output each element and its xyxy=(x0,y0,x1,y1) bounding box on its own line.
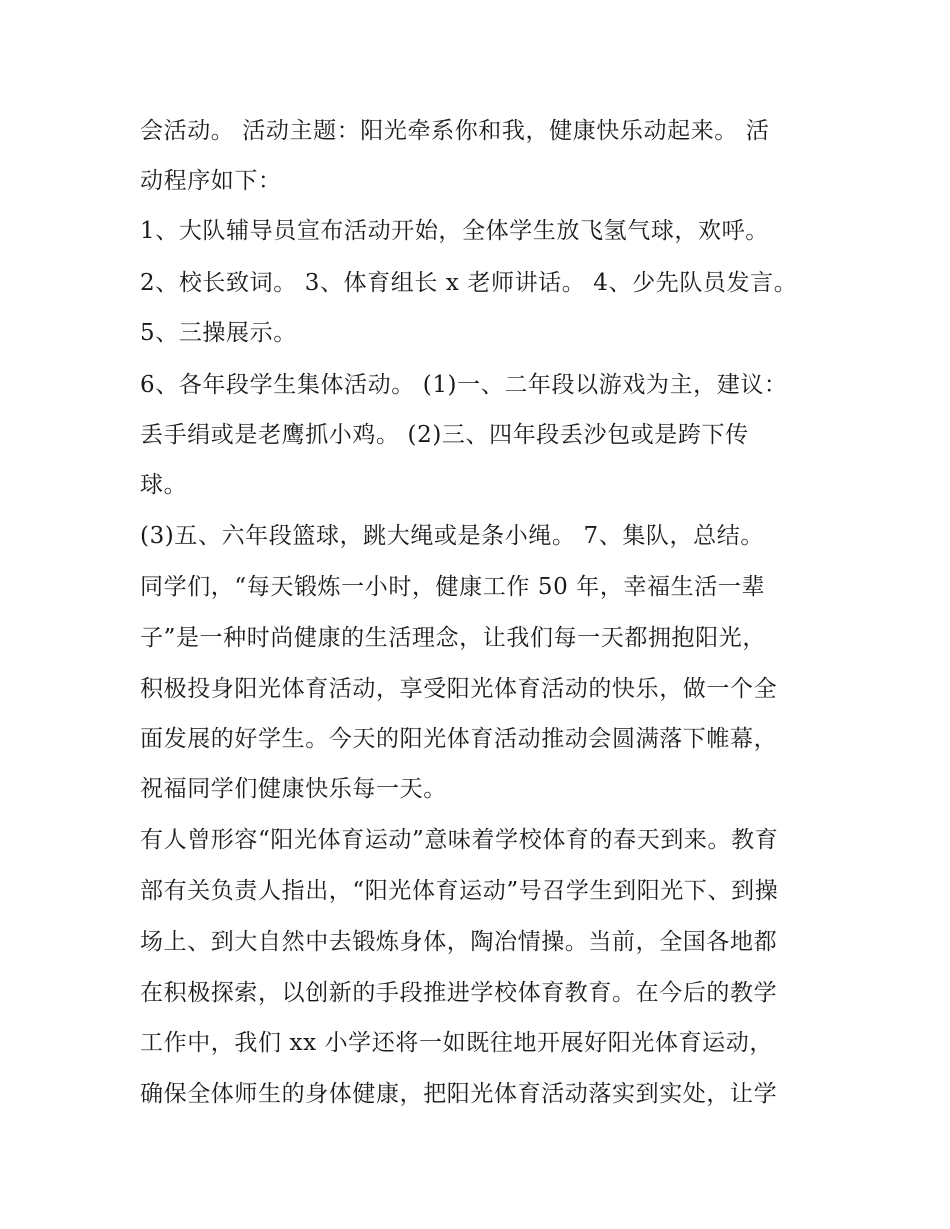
text-line: 祝福同学们健康快乐每一天。 xyxy=(140,776,447,802)
text-line: 在积极探索，以创新的手段推进学校体育教育。在今后的教学 xyxy=(140,980,778,1006)
text-line: 丢手绢或是老鹰抓小鸡。 (2)三、四年段丢沙包或是跨下传 xyxy=(140,422,749,448)
text-line: 同学们，“每天锻炼一小时，健康工作 50 年，幸福生活一辈 xyxy=(140,574,766,600)
text-line: 积极投身阳光体育活动，享受阳光体育活动的快乐，做一个全 xyxy=(140,676,778,702)
text-line: 6、各年段学生集体活动。 (1)一、二年段以游戏为主，建议： xyxy=(140,372,788,398)
text-line: 工作中，我们 xx 小学还将一如既往地开展好阳光体育运动， xyxy=(140,1030,773,1056)
text-line: 有人曾形容“阳光体育运动”意味着学校体育的春天到来。教育 xyxy=(140,827,779,853)
text-line: 场上、到大自然中去锻炼身体，陶冶情操。当前，全国各地都 xyxy=(140,929,778,955)
text-line: (3)五、六年段篮球，跳大绳或是条小绳。 7、集队，总结。 xyxy=(140,523,764,549)
text-line: 子”是一种时尚健康的生活理念，让我们每一天都拥抱阳光， xyxy=(140,625,766,651)
text-line: 面发展的好学生。今天的阳光体育活动推动会圆满落下帷幕， xyxy=(140,726,778,752)
text-line: 5、三操展示。 xyxy=(140,320,297,346)
text-line: 确保全体师生的身体健康，把阳光体育活动落实到实处，让学 xyxy=(140,1081,778,1107)
text-line: 动程序如下： xyxy=(140,168,282,194)
text-line: 部有关负责人指出，“阳光体育运动”号召学生到阳光下、到操 xyxy=(140,878,779,904)
text-line: 2、校长致词。 3、体育组长 x 老师讲话。 4、少先队员发言。 xyxy=(140,270,798,296)
text-line: 1、大队辅导员宣布活动开始，全体学生放飞氢气球，欢呼。 xyxy=(140,218,769,244)
text-line: 球。 xyxy=(140,472,188,498)
text-line: 会活动。 活动主题：阳光牵系你和我，健康快乐动起来。 活 xyxy=(140,118,770,144)
